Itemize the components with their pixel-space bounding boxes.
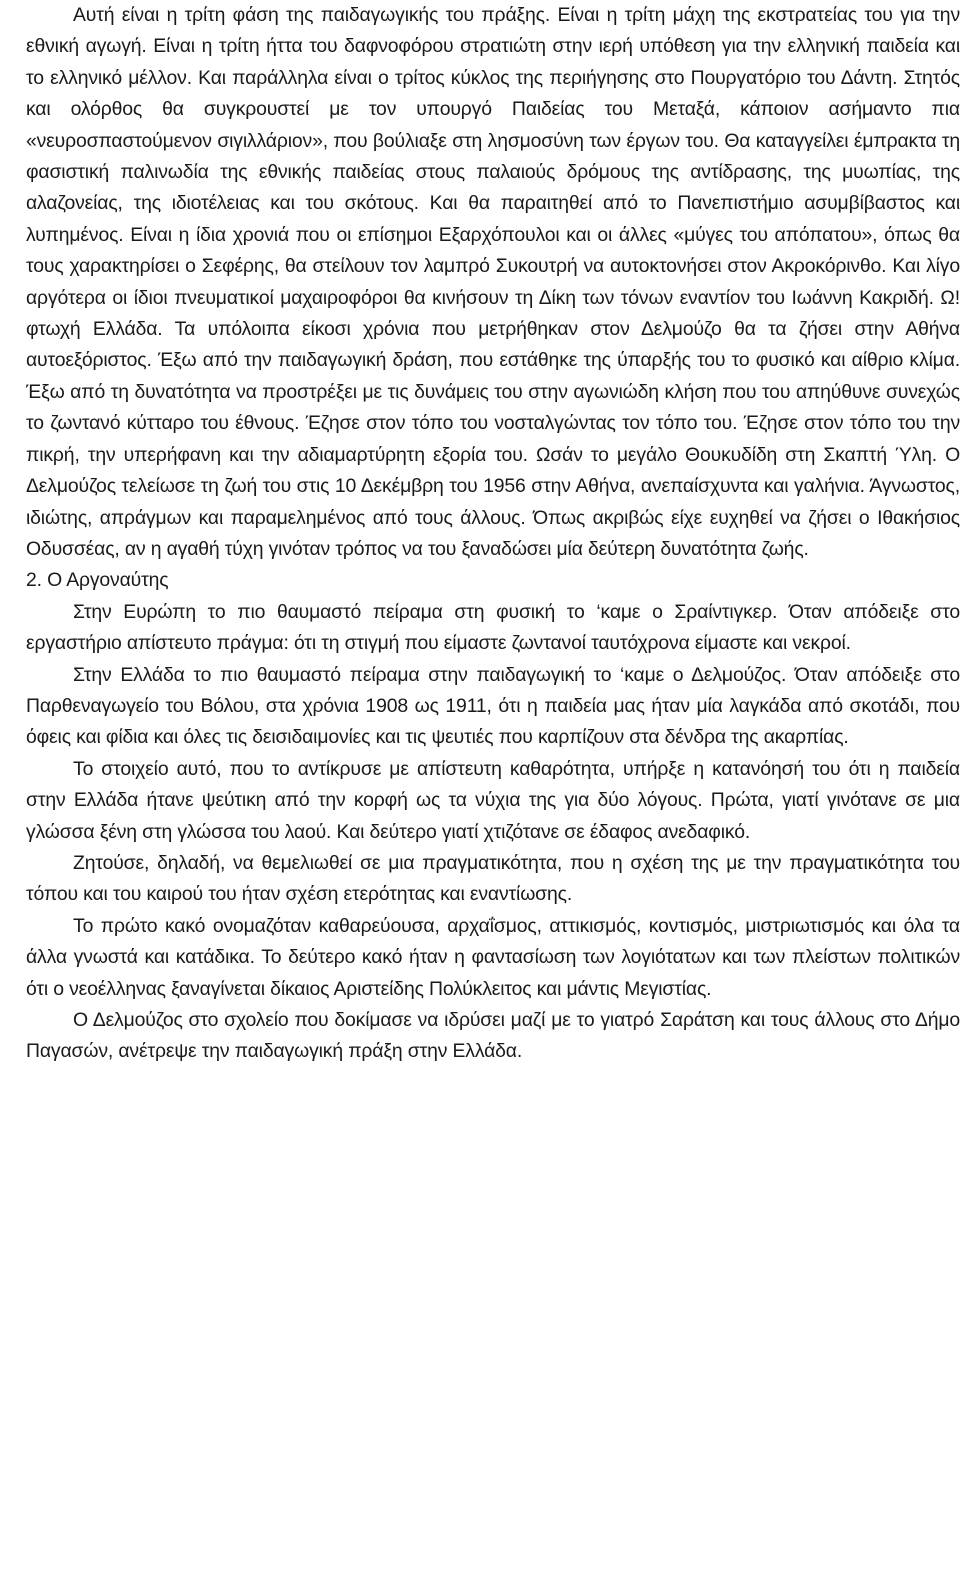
- paragraph-schrodinger-experiment: Στην Ευρώπη το πιο θαυμαστό πείραμα στη φυσική το ‘καμε ο Σραίντιγκερ. Όταν απόδειξε στο εργαστήριο απίστευτο πράγμα: ότι τη στιγμή που είμαστε ζωντανοί ταυτόχρονα είμαστε και νεκροί.: [26, 600, 960, 655]
- paragraph-volos-experiment: Στην Ελλάδα το πιο θαυμαστό πείραμα στην παιδαγωγική το ‘καμε ο Δελμούζος. Όταν απόδειξε στο Παρθεναγωγείο του Βόλου, στα χρόνια 1908 ως 1911, ότι η παιδεία μας ήταν μία λαγκάδα από σκοτάδι, που όφεις και φίδια και όλες τις δεισιδαιμονίες και τις ψευτιές που καρπίζουν στα δένδρα της ακαρπίας.: [26, 663, 960, 749]
- paragraph-two-evils: Το πρώτο κακό ονομαζόταν καθαρεύουσα, αρχαΐσμος, αττικισμός, κοντισμός, μιστριωτισμός και όλα τα άλλα γνωστά και κατάδικα. Το δεύτερο κακό ήταν η φαντασίωση των λογιότατων και των πλείστων πολιτικών ότι ο νεοέλληνας ξαναγίνεται δίκαιος Αριστείδης Πολύκλειτος και μάντις Μεγιστίας.: [26, 914, 960, 1000]
- paragraph-false-education: Το στοιχείο αυτό, που το αντίκρυσε με απίστευτη καθαρότητα, υπήρξε η κατανόησή του ότι η παιδεία στην Ελλάδα ήτανε ψεύτικη από την κορφή ως τα νύχια της για δύο λόγους. Πρώτα, γιατί γινότανε σε μια γλώσσα ξένη στη γλώσσα του λαού. Και δεύτερο γιατί χτιζότανε σε έδαφος ανεδαφικό.: [26, 757, 960, 843]
- paragraph-reality-conflict: Ζητούσε, δηλαδή, να θεμελιωθεί σε μια πραγματικότητα, που η σχέση της με την πραγματικότητα του τόπου και του καιρού του ήταν σχέση ετερότητας και εναντίωσης.: [26, 851, 960, 906]
- document-body: [26, 0, 960, 1068]
- section-heading-argonaut: 2. Ο Αργοναύτης: [26, 569, 169, 592]
- paragraph-pagasai-school: Ο Δελμούζος στο σχολείο που δοκίμασε να ιδρύσει μαζί με το γιατρό Σαράτση και τους άλλους στο Δήμο Παγασών, ανέτρεψε την παιδαγωγική πράξη στην Ελλάδα.: [26, 1009, 960, 1063]
- paragraph-delmouzos-third-phase: Αυτή είναι η τρίτη φάση της παιδαγωγικής του πράξης. Είναι η τρίτη μάχη της εκστρατείας του για την εθνική αγωγή. Είναι η τρίτη ήττα του δαφνοφόρου στρατιώτη στην ιερή υπόθεση για την ελληνική παιδεία και το ελληνικό μέλλον. Και παράλληλα είναι ο τρίτος κύκλος της περιήγησης στο Πουργατόριο του Δάντη. Στητός και ολόρθος θα συγκρουστεί με τον υπουργό Παιδείας του Μεταξά, κάποιον ασήμαντο πια «νευροσπαστούμενον σιγιλλάριον», που βούλιαξε στη λησμοσύνη των έργων του. Θα καταγγείλει έμπρακτα τη φασιστική παλινωδία της εθνικής παιδείας στους παλαιούς δρόμους της αντίδρασης, της μυωπίας, της αλαζονείας, της ιδιοτέλειας και του σκότους. Και θα παραιτηθεί από το Πανεπιστήμιο ασυμβίβαστος και λυπημένος. Είναι η ίδια χρονιά που οι επίσημοι Εξαρχόπουλοι και οι άλλες «μύγες του απόπατου», όπως θα τους χαρακτηρίσει ο Σεφέρης, θα στείλουν τον λαμπρό Συκουτρή να αυτοκτονήσει στον Ακροκόρινθο. Και λίγο αργότερα οι ίδιοι πνευματικοί μαχαιροφόροι θα κινήσουν τη Δίκη των τόνων εναντίον του Ιωάννη Κακριδή. Ω! φτωχή Ελλάδα. Τα υπόλοιπα είκοσι χρόνια που μετρήθηκαν στον Δελμούζο θα τα ζήσει στην Αθήνα αυτοεξόριστος. Έξω από την παιδαγωγική δράση, που εστάθηκε της ύπαρξής του το φυσικό και αίθριο κλίμα. Έξω από τη δυνατότητα να προστρέξει με τις δυνάμεις του στην αγωνιώδη κλήση που του απηύθυνε συνεχώς το ζωντανό κύτταρο του έθνους. Έζησε στον τόπο του νοσταλγώντας τον τόπο του. Έζησε στον τόπο του την πικρή, την υπερήφανη και την αδιαμαρτύρητη εξορία του. Ωσάν το μεγάλο Θουκυδίδη στη Σκαπτή Ύλη. Ο Δελμούζος τελείωσε τη ζωή του στις 10 Δεκέμβρη του 1956 στην Αθήνα, ανεπαίσχυντα και γαλήνια. Άγνωστος, ιδιώτης, απράγμων και παραμελημένος από τους άλλους. Όπως ακριβώς είχε ευχηθεί να ζήσει ο Ιθακήσιος Οδυσσέας, αν η αγαθή τύχη γινόταν τρόπος να του ξαναδώσει μία δεύτερη δυνατότητα ζωής.: [26, 4, 960, 560]
